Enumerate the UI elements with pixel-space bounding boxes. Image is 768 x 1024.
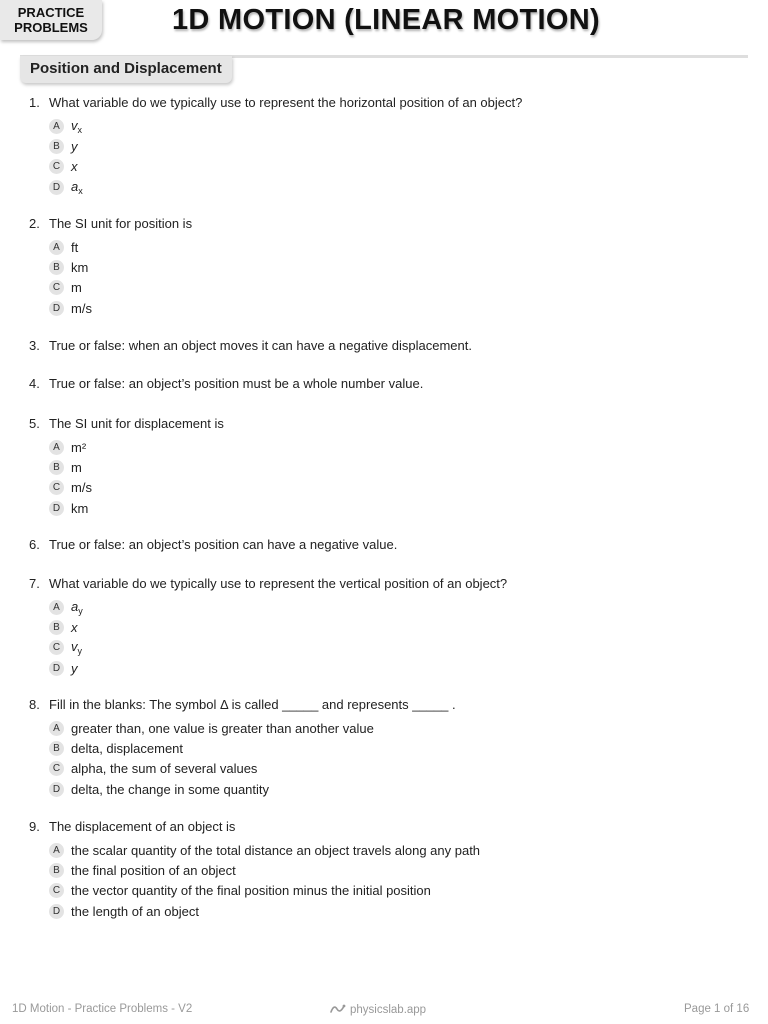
option-text: delta, the change in some quantity — [71, 781, 270, 797]
answer-option[interactable] — [49, 298, 749, 318]
question-7 — [29, 574, 749, 679]
option-letter: B — [49, 139, 64, 154]
option-text: the final position of an object — [71, 863, 236, 879]
question-number: 4. — [29, 376, 40, 391]
option-letter: C — [49, 640, 64, 655]
answer-option[interactable] — [49, 759, 749, 779]
option-text: delta, displacement — [71, 741, 184, 757]
option-text: the scalar quantity of the total distance an object travels along any path — [71, 842, 481, 858]
question-text: Fill in the blanks: The symbol Δ is called _____ and represents _____ . — [49, 697, 456, 712]
answer-option[interactable] — [49, 860, 749, 880]
question-5 — [29, 414, 749, 519]
answer-option[interactable] — [49, 278, 749, 298]
option-letter: C — [49, 480, 64, 495]
answer-option[interactable] — [49, 658, 749, 678]
question-4 — [29, 374, 749, 394]
answer-option[interactable] — [49, 597, 749, 617]
option-letter: A — [49, 119, 64, 134]
question-number: 8. — [29, 697, 40, 712]
question-3 — [29, 336, 749, 356]
answer-option[interactable] — [49, 457, 749, 477]
physicslab-logo-icon — [330, 1003, 346, 1018]
practice-problems-badge — [0, 0, 102, 40]
option-text: km — [71, 260, 89, 276]
page-title: 1D MOTION (LINEAR MOTION) — [172, 4, 600, 36]
page-number: Page 1 of 16 — [684, 1003, 750, 1015]
option-text: y — [71, 139, 78, 155]
option-letter: B — [49, 863, 64, 878]
answer-option[interactable] — [49, 638, 749, 658]
option-text: $a_x$ — [71, 178, 83, 196]
option-letter: D — [49, 301, 64, 316]
option-letter: D — [49, 782, 64, 797]
question-text: True or false: an object’s position must be a whole number value. — [49, 376, 424, 391]
option-text: km — [71, 500, 89, 516]
option-letter: B — [49, 460, 64, 475]
answer-option[interactable] — [49, 437, 749, 457]
option-text: $a_y$ — [71, 598, 83, 616]
option-letter: D — [49, 180, 64, 195]
option-text: $v_x$ — [71, 117, 82, 135]
footer-site[interactable] — [330, 1003, 426, 1018]
option-text: m² — [71, 439, 87, 455]
option-text: the vector quantity of the final position minus the initial position — [71, 883, 431, 899]
question-text: The SI unit for position is — [49, 216, 193, 231]
question-number: 5. — [29, 416, 40, 431]
option-letter: A — [49, 440, 64, 455]
option-letter: B — [49, 741, 64, 756]
question-text: The displacement of an object is — [49, 819, 236, 834]
question-6 — [29, 535, 749, 555]
question-text: What variable do we typically use to represent the vertical position of an object? — [49, 576, 508, 591]
answer-option[interactable] — [49, 257, 749, 277]
option-letter: A — [49, 843, 64, 858]
option-text: alpha, the sum of several values — [71, 761, 258, 777]
answer-option[interactable] — [49, 478, 749, 498]
option-letter: D — [49, 661, 64, 676]
question-number: 6. — [29, 537, 40, 552]
question-number: 9. — [29, 819, 40, 834]
option-text: x — [71, 620, 78, 636]
question-2 — [29, 214, 749, 319]
option-text: greater than, one value is greater than another value — [71, 720, 374, 736]
option-letter: D — [49, 904, 64, 919]
option-letter: C — [49, 159, 64, 174]
question-number: 2. — [29, 216, 40, 231]
option-text: the length of an object — [71, 903, 199, 919]
answer-option[interactable] — [49, 157, 749, 177]
answer-option[interactable] — [49, 177, 749, 197]
option-letter: A — [49, 600, 64, 615]
option-letter: B — [49, 620, 64, 635]
question-text: True or false: when an object moves it can have a negative displacement. — [49, 338, 472, 353]
question-text: True or false: an object’s position can have a negative value. — [49, 537, 398, 552]
question-8 — [29, 695, 749, 800]
answer-option[interactable] — [49, 718, 749, 738]
answer-option[interactable] — [49, 840, 749, 860]
section-title: Position and Displacement — [20, 56, 232, 83]
question-1 — [29, 93, 749, 198]
answer-option[interactable] — [49, 116, 749, 136]
answer-option[interactable] — [49, 617, 749, 637]
option-letter: B — [49, 260, 64, 275]
badge-line-2: PROBLEMS — [14, 20, 88, 35]
option-letter: A — [49, 240, 64, 255]
option-text: ft — [71, 239, 79, 255]
answer-option[interactable] — [49, 237, 749, 257]
option-text: m/s — [71, 300, 92, 316]
answer-option[interactable] — [49, 881, 749, 901]
option-text: x — [71, 159, 78, 175]
option-letter: C — [49, 883, 64, 898]
option-text: m — [71, 460, 82, 476]
answer-option[interactable] — [49, 498, 749, 518]
question-text: The SI unit for displacement is — [49, 416, 224, 431]
answer-option[interactable] — [49, 136, 749, 156]
question-9 — [29, 817, 749, 922]
footer-document-label: 1D Motion - Practice Problems - V2 — [12, 1003, 193, 1015]
option-letter: C — [49, 761, 64, 776]
option-text: $v_y$ — [71, 639, 82, 657]
footer-site-text: physicslab.app — [350, 1004, 427, 1016]
answer-option[interactable] — [49, 779, 749, 799]
option-text: m/s — [71, 480, 92, 496]
answer-option[interactable] — [49, 901, 749, 921]
answer-option[interactable] — [49, 738, 749, 758]
option-letter: A — [49, 721, 64, 736]
option-letter: D — [49, 501, 64, 516]
option-letter: C — [49, 280, 64, 295]
question-text: What variable do we typically use to represent the horizontal position of an object? — [49, 95, 523, 110]
question-number: 3. — [29, 338, 40, 353]
option-text: m — [71, 280, 82, 296]
option-text: y — [71, 660, 78, 676]
question-number: 1. — [29, 95, 40, 110]
badge-line-1: PRACTICE — [17, 5, 85, 20]
question-number: 7. — [29, 576, 40, 591]
